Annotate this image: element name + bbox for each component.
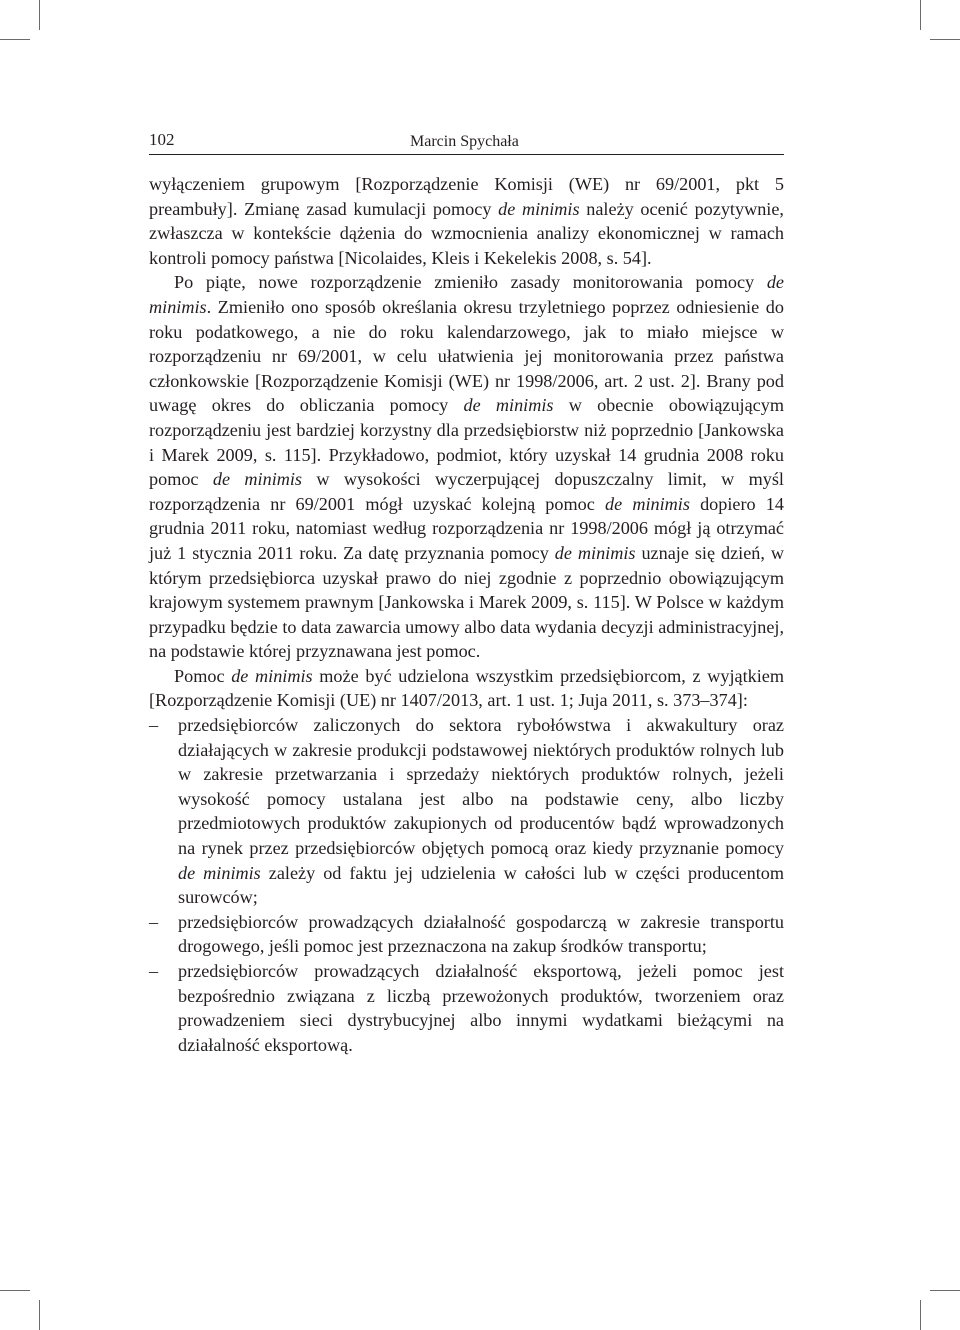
paragraph-3-text-a: Pomoc — [174, 665, 232, 686]
paragraph-1-text-c: należy ocenić pozytywnie, zwłaszcza w kontekście dążenia do wzmocnienia analizy ekonomicznej w ramach kontroli pomocy państwa [Nicolaides, Kleis i Kekelekis 2008, s. 54]. — [149, 198, 784, 268]
paragraph-2-italic-term-2: de minimis — [463, 395, 554, 416]
exclusion-list — [149, 713, 784, 1057]
crop-mark-top-right — [920, 0, 921, 30]
list-item-1-text-c: zależy od faktu jej udzielenia w całości lub w części producentom surowców; — [178, 862, 784, 908]
paragraph-2-text-k: uznaje się dzień, w którym przedsiębiorca uzyskał prawo do niej zgodnie z poprzednio obowiązującym krajowym systemem prawnym [Jankowska i Marek 2009, s. 115]. W Polsce w każdym przypadku będzie to data zawarcia umowy albo data wydania decyzji administracyjnej, na podstawie której przyznawana jest pomoc. — [149, 542, 784, 662]
paragraph-3-text-c: może być udzielona wszystkim przedsiębiorcom, z wyjątkiem [Rozporządzenie Komisji (UE) nr 1407/2013, art. 1 ust. 1; Juja 2011, s. 373–374]: — [149, 665, 784, 711]
list-item-1-text-a: przedsiębiorców zaliczonych do sektora rybołówstwa i akwakultury oraz działających w zakresie produkcji podstawowej niektórych produktów rolnych lub w zakresie przetwarzania i sprzedaży niektórych produktów rolnych, jeżeli wysokość pomocy ustalana jest albo na podstawie ceny, albo liczby przedmiotowych produktów zakupionych od producentów bądź wprowadzonych na rynek przez przedsiębiorców objętych pomocą oraz kiedy przyznanie pomocy — [178, 715, 784, 859]
crop-mark-right-top — [930, 39, 960, 40]
paragraph-2-italic-term-5: de minimis — [554, 542, 636, 563]
crop-mark-top-left — [39, 0, 40, 30]
paragraph-2-text-e: w obecnie obowiązującym rozporządzeniu jest bardziej korzystny dla przedsiębiorstw niż poprzednio [Jankowska i Marek 2009, s. 115]. Przykładowo, podmiot, który uzyskał 14 grudnia 2008 roku pomoc — [149, 395, 784, 490]
paragraph-2-italic-term-1: de minimis — [149, 272, 784, 317]
list-item-1-italic-term: de minimis — [178, 862, 261, 883]
list-dash: – — [149, 715, 159, 736]
paragraph-2-text-i: dopiero 14 grudnia 2011 roku, natomiast według rozporządzenia nr 1998/2006 mógł ją otrzymać już 1 stycznia 2011 roku. Za datę przyznania pomocy — [149, 493, 784, 563]
list-dash: – — [149, 961, 159, 981]
list-item-3-text: przedsiębiorców prowadzących działalność eksportową, jeżeli pomoc jest bezpośrednio związana z liczbą przewożonych produktów, tworzeniem oraz prowadzeniem sieci dystrybucyjnej albo innymi wydatkami bieżącymi na działalność eksportową. — [178, 961, 784, 1055]
crop-mark-bottom-left — [39, 1300, 40, 1330]
paragraph-3-italic-term: de minimis — [231, 665, 313, 686]
crop-mark-bottom-right — [920, 1300, 921, 1330]
paragraph-2-italic-term-3: de minimis — [212, 469, 303, 490]
paragraph-2-text-a: Po piąte, nowe rozporządzenie zmieniło zasady monitorowania pomocy — [174, 272, 767, 293]
body-text — [149, 172, 784, 1057]
paragraph-1-italic-term: de minimis — [498, 198, 580, 219]
paragraph-1 — [149, 172, 784, 270]
page-header — [149, 128, 784, 155]
list-item — [149, 959, 784, 1057]
list-item-2-text: przedsiębiorców prowadzących działalność gospodarczą w zakresie transportu drogowego, jeśli pomoc jest przeznaczona na zakup środków transportu; — [178, 911, 784, 957]
paragraph-1-text-a: wyłączeniem grupowym [Rozporządzenie Komisji (WE) nr 69/2001, pkt 5 preambuły]. Zmianę zasad kumulacji pomocy — [149, 174, 784, 219]
page-number: 102 — [149, 130, 175, 149]
paragraph-2 — [149, 270, 784, 664]
paragraph-2-text-g: w wysokości wyczerpującej dopuszczalny limit, w myśl rozporządzenia nr 69/2001 mógł uzyskać kolejną pomoc — [149, 469, 784, 514]
crop-mark-left-top — [0, 39, 30, 40]
list-dash: – — [149, 911, 159, 932]
crop-mark-left-bottom — [0, 1290, 30, 1291]
list-item — [149, 713, 784, 910]
list-item — [149, 910, 784, 959]
paragraph-2-text-c: . Zmieniło ono sposób określania okresu trzyletniego poprzez odniesienie do roku podatkowego, a nie do roku kalendarzowego, jak to miało miejsce w rozporządzeniu nr 69/2001, w celu ułatwienia jej monitorowania przez państwa członkowskie [Rozporządzenie Komisji (WE) nr 1998/2006, art. 2 ust. 2]. Brany pod uwagę okres do obliczania pomocy — [149, 296, 784, 416]
running-head-author: Marcin Spychała — [410, 133, 519, 150]
crop-mark-right-bottom — [930, 1290, 960, 1291]
paragraph-2-italic-term-4: de minimis — [604, 493, 690, 514]
paragraph-3 — [149, 664, 784, 713]
